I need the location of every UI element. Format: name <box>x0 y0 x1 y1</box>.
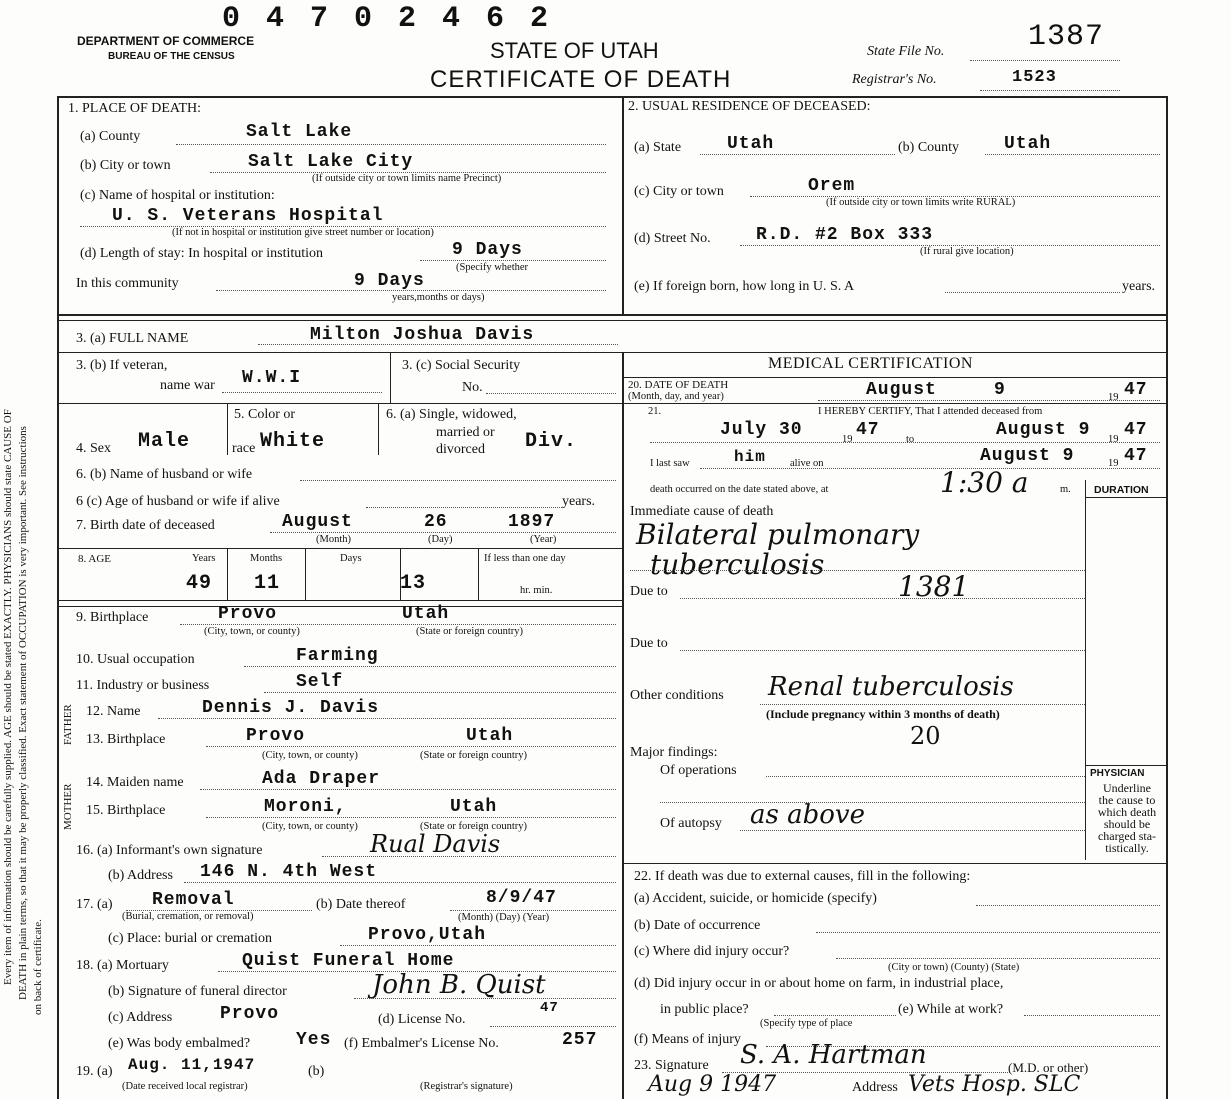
occupation-value: Farming <box>296 646 379 666</box>
physician-box-line: charged sta- <box>1097 829 1157 843</box>
informant-signature: Rual Davis <box>370 830 501 858</box>
mother-state-note: (State or foreign country) <box>420 821 528 832</box>
industry-value: Self <box>296 672 344 692</box>
stay-label: (d) Length of stay: In hospital or institution <box>80 246 324 261</box>
medical-heading: MEDICAL CERTIFICATION <box>768 355 973 372</box>
physician-box-title: PHYSICIAN <box>1090 768 1145 779</box>
marital-label: 6. (a) Single, widowed, <box>386 407 517 422</box>
embalmed-label: (e) Was body embalmed? <box>108 1036 251 1051</box>
occupation-label: 10. Usual occupation <box>76 652 195 667</box>
years-label: Years <box>192 553 216 564</box>
external-d-note: (Specify type of place <box>760 1018 853 1029</box>
mother-birthplace-city: Moroni, <box>264 797 347 817</box>
birthplace-city: Provo <box>218 604 278 624</box>
father-birthplace-state: Utah <box>466 726 514 746</box>
registrar-b-label: (b) <box>308 1064 325 1079</box>
hospital-note: (If not in hospital or institution give street number or location) <box>172 227 434 238</box>
veteran-label: 3. (b) If veteran, <box>76 358 168 373</box>
ssn-label: 3. (c) Social Security <box>402 358 521 373</box>
res-street-label: (d) Street No. <box>634 231 711 246</box>
dod-year-prefix: 19 <box>1108 392 1119 403</box>
county-label: (a) County <box>80 129 141 144</box>
place-heading: 1. PLACE OF DEATH: <box>68 101 202 116</box>
father-birthplace-city: Provo <box>246 726 306 746</box>
director-address-label: (c) Address <box>108 1010 173 1025</box>
age-months: 11 <box>254 572 281 595</box>
spouse-age-suffix: years. <box>562 494 596 509</box>
death-hospital: U. S. Veterans Hospital <box>112 206 384 226</box>
industry-label: 11. Industry or business <box>76 678 210 693</box>
physician-address-label: Address <box>852 1080 898 1095</box>
hr-min-label: hr. min. <box>520 585 553 596</box>
age-days: 13 <box>400 572 427 595</box>
physician-box-line: tistically. <box>1105 841 1149 855</box>
sex-value: Male <box>138 430 191 453</box>
state-title: STATE OF UTAH <box>490 38 659 63</box>
physician-box-line: the cause to <box>1098 793 1156 807</box>
external-heading: 22. If death was due to external causes, fill in the following: <box>634 869 971 884</box>
received-label: 19. (a) <box>76 1064 113 1079</box>
immediate-cause-label: Immediate cause of death <box>630 504 774 519</box>
mother-birthplace-state: Utah <box>450 797 498 817</box>
physician-sig-suffix: (M.D. or other) <box>1008 1060 1089 1075</box>
state-file-value: 1387 <box>1028 20 1105 54</box>
physician-box-text <box>1090 782 1164 854</box>
father-birthplace-label: 13. Birthplace <box>86 732 166 747</box>
mortuary-label: 18. (a) Mortuary <box>76 958 169 973</box>
color-label: 5. Color or <box>234 407 296 422</box>
attended-to-label: to <box>906 434 915 445</box>
external-f-label: (f) Means of injury <box>634 1032 741 1047</box>
immediate-cause-2: tuberculosis <box>650 548 825 581</box>
race-value: White <box>260 430 326 453</box>
external-c-note: (City or town) (County) (State) <box>888 962 1020 973</box>
major-findings-label: Major findings: <box>630 745 718 760</box>
father-name: Dennis J. Davis <box>202 698 380 718</box>
birthplace-city-note: (City, town, or county) <box>204 626 300 637</box>
father-side-label: FATHER <box>62 704 74 745</box>
mother-side-label: MOTHER <box>62 783 74 830</box>
birth-year: 1897 <box>508 512 556 532</box>
license-value: 47 <box>540 1000 559 1016</box>
alive-on-label: alive on <box>790 458 824 469</box>
physician-box-line: which death <box>1097 805 1157 819</box>
res-city-note: (If outside city or town limits write RURAL) <box>826 197 1016 208</box>
age-label: 8. AGE <box>78 553 111 565</box>
mother-maiden-label: 14. Maiden name <box>86 775 184 790</box>
ssn-label-2: No. <box>462 380 483 395</box>
city-note: (If outside city or town limits name Precinct) <box>312 173 502 184</box>
burial-date-note: (Month) (Day) (Year) <box>458 912 550 923</box>
res-street: R.D. #2 Box 333 <box>756 225 934 245</box>
license-label: (d) License No. <box>378 1012 466 1027</box>
other-conditions-note: (Include pregnancy within 3 months of death) <box>766 707 1000 721</box>
dod-note: (Month, day, and year) <box>628 391 724 402</box>
external-d-label-2: in public place? <box>660 1002 749 1017</box>
certify-text: I HEREBY CERTIFY, That I attended deceased from <box>818 406 1043 417</box>
res-city-label: (c) City or town <box>634 184 724 199</box>
other-extra: 20 <box>910 722 941 750</box>
birthplace-state-note: (State or foreign country) <box>416 626 524 637</box>
last-saw-year-prefix: 19 <box>1108 458 1119 469</box>
father-state-note: (State or foreign country) <box>420 750 528 761</box>
veteran-war: W.W.I <box>242 368 302 388</box>
res-foreign-suffix: years. <box>1122 279 1156 294</box>
community-label: In this community <box>76 276 179 291</box>
registrar-no-value: 1523 <box>1012 68 1057 87</box>
last-saw-label: I last saw <box>650 458 690 469</box>
birth-day: 26 <box>424 512 448 532</box>
spouse-age-label: 6 (c) Age of husband or wife if alive <box>76 494 280 509</box>
birth-year-note: (Year) <box>530 534 557 545</box>
father-city-note: (City, town, or county) <box>262 750 358 761</box>
physician-sig-date: Aug 9 1947 <box>648 1072 777 1097</box>
immediate-cause-1: Bilateral pulmonary <box>636 518 920 551</box>
bureau-label: BUREAU OF THE CENSUS <box>108 51 235 62</box>
res-foreign-label: (e) If foreign born, how long in U. S. A <box>634 279 855 294</box>
attended-from: July 30 <box>720 420 803 440</box>
director-sig-label: (b) Signature of funeral director <box>108 984 287 999</box>
department-label: DEPARTMENT OF COMMERCE <box>77 34 255 48</box>
burial-date-label: (b) Date thereof <box>316 897 406 912</box>
physician-sig-label: 23. Signature <box>634 1058 709 1073</box>
removal-value: Removal <box>152 890 235 910</box>
margin-instruction-2: DEATH in plain terms, so that it may be properly classified. Exact statement of OCCUPATION is very important. See instructions <box>17 426 29 1000</box>
autopsy-value: as above <box>750 800 865 830</box>
burial-place: Provo,Utah <box>368 925 487 945</box>
dod-day: 9 <box>994 380 1006 400</box>
stay-value: 9 Days <box>452 240 523 260</box>
mortuary-name: Quist Funeral Home <box>242 951 455 971</box>
attended-to-year: 47 <box>1124 420 1148 440</box>
certify-number: 21. <box>648 406 662 417</box>
community-note: years,months or days) <box>392 292 485 303</box>
res-state-label: (a) State <box>634 140 682 155</box>
last-saw-date: August 9 <box>980 446 1075 466</box>
birth-month-note: (Month) <box>316 534 351 545</box>
director-address: Provo <box>220 1004 280 1024</box>
registrar-no-label: Registrar's No. <box>852 72 937 87</box>
residence-heading: 2. USUAL RESIDENCE OF DECEASED: <box>628 99 871 114</box>
other-conditions-value: Renal tuberculosis <box>768 672 1014 702</box>
autopsy-label: Of autopsy <box>660 816 722 831</box>
informant-address: 146 N. 4th West <box>200 862 378 882</box>
due-to-label-1: Due to <box>630 584 668 599</box>
race-label: race <box>232 441 256 456</box>
death-county: Salt Lake <box>246 122 353 142</box>
certificate-title: CERTIFICATE OF DEATH <box>430 66 732 93</box>
birthplace-label: 9. Birthplace <box>76 610 149 625</box>
res-county-label: (b) County <box>898 140 960 155</box>
deceased-name: Milton Joshua Davis <box>310 325 535 345</box>
death-occurred-label: death occurred on the date stated above, at <box>650 484 829 495</box>
informant-sig-label: 16. (a) Informant's own signature <box>76 843 263 858</box>
res-street-note: (If rural give location) <box>920 246 1014 257</box>
informant-address-label: (b) Address <box>108 868 173 883</box>
community-value: 9 Days <box>354 271 425 291</box>
removal-label: 17. (a) <box>76 897 113 912</box>
stay-note: (Specify whether <box>456 262 529 273</box>
serial-number: 0 4 7 0 2 4 6 2 <box>222 2 553 36</box>
attended-from-year-prefix: 19 <box>842 434 853 445</box>
veteran-label-2: name war <box>160 378 215 393</box>
m-label: m. <box>1060 484 1071 495</box>
external-d-label: (d) Did injury occur in or about home on farm, in industrial place, <box>634 976 1004 991</box>
removal-note: (Burial, cremation, or removal) <box>122 911 254 922</box>
physician-signature: S. A. Hartman <box>740 1040 927 1070</box>
operations-label: Of operations <box>660 763 737 778</box>
received-note: (Date received local registrar) <box>122 1081 248 1092</box>
other-conditions-label: Other conditions <box>630 688 724 703</box>
marital-value: Div. <box>525 430 578 453</box>
director-signature: John B. Quist <box>372 970 546 1000</box>
mother-maiden-name: Ada Draper <box>262 769 381 789</box>
last-saw-year: 47 <box>1124 446 1148 466</box>
birthplace-state: Utah <box>402 604 450 624</box>
dod-month: August <box>866 380 937 400</box>
name-label: 3. (a) FULL NAME <box>76 331 189 346</box>
birth-month: August <box>282 512 353 532</box>
registrar-sig-note: (Registrar's signature) <box>420 1081 513 1092</box>
external-b-label: (b) Date of occurrence <box>634 918 761 933</box>
hospital-label: (c) Name of hospital or institution: <box>80 188 275 203</box>
time-of-death: 1:30 a <box>940 466 1029 499</box>
mother-birthplace-label: 15. Birthplace <box>86 803 166 818</box>
res-county: Utah <box>1004 134 1052 154</box>
physician-address: Vets Hosp. SLC <box>908 1072 1081 1097</box>
marital-label-3: divorced <box>436 442 485 457</box>
less-day-label: If less than one day <box>484 553 566 564</box>
city-label: (b) City or town <box>80 158 171 173</box>
mother-city-note: (City, town, or county) <box>262 821 358 832</box>
age-years: 49 <box>186 572 213 595</box>
death-city: Salt Lake City <box>248 152 414 172</box>
due-to-value-1: 1381 <box>898 570 970 603</box>
sex-label: 4. Sex <box>76 441 111 456</box>
margin-instruction-1: Every item of information should be carefully supplied. AGE should be stated EXACTLY. PHYSICIANS should state CAUSE OF <box>2 409 14 985</box>
spouse-label: 6. (b) Name of husband or wife <box>76 467 253 482</box>
physician-box-line: should be <box>1103 817 1151 831</box>
res-city: Orem <box>808 176 856 196</box>
dod-label: 20. DATE OF DEATH <box>628 379 729 391</box>
embalmer-license: 257 <box>562 1030 598 1050</box>
received-date: Aug. 11,1947 <box>128 1056 256 1074</box>
physician-box-line: Underline <box>1103 781 1151 795</box>
embalmer-license-label: (f) Embalmer's License No. <box>344 1036 499 1051</box>
days-label: Days <box>340 553 362 564</box>
state-file-label: State File No. <box>867 44 945 59</box>
marital-label-2: married or <box>436 425 495 440</box>
birth-day-note: (Day) <box>428 534 453 545</box>
father-name-label: 12. Name <box>86 704 141 719</box>
birth-date-label: 7. Birth date of deceased <box>76 518 215 533</box>
duration-label: DURATION <box>1094 484 1149 496</box>
months-label: Months <box>250 553 283 564</box>
external-a-label: (a) Accident, suicide, or homicide (specify) <box>634 891 877 906</box>
external-c-label: (c) Where did injury occur? <box>634 944 790 959</box>
margin-instruction-3: on back of certificate. <box>32 919 44 1015</box>
attended-to-year-prefix: 19 <box>1108 434 1119 445</box>
embalmed-value: Yes <box>296 1030 332 1050</box>
res-state: Utah <box>727 134 775 154</box>
last-saw-value: him <box>734 448 766 466</box>
burial-date: 8/9/47 <box>486 888 557 908</box>
burial-place-label: (c) Place: burial or cremation <box>108 931 273 946</box>
dod-year: 47 <box>1124 380 1148 400</box>
attended-to: August 9 <box>996 420 1091 440</box>
external-e-label: (e) While at work? <box>898 1002 1004 1017</box>
attended-from-year: 47 <box>856 420 880 440</box>
due-to-label-2: Due to <box>630 636 668 651</box>
